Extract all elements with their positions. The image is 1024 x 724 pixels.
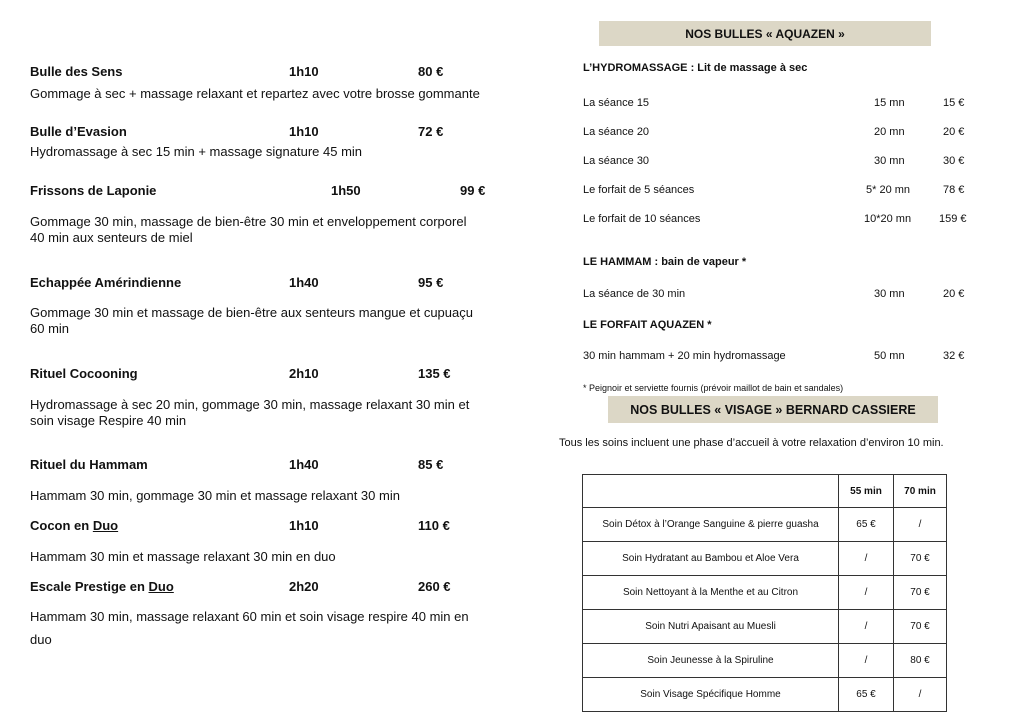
table-header-row bbox=[583, 475, 947, 508]
soin-name: Soin Nutri Apaisant au Muesli bbox=[583, 610, 839, 644]
hydromassage-heading: L’HYDROMASSAGE : Lit de massage à sec bbox=[583, 62, 808, 74]
price-55: / bbox=[839, 542, 894, 576]
item-name bbox=[30, 518, 118, 533]
table-row bbox=[583, 542, 947, 576]
item-name bbox=[30, 579, 174, 594]
soin-name: Soin Visage Spécifique Homme bbox=[583, 678, 839, 712]
item-description: Hydromassage à sec 15 min + massage signature 45 min bbox=[30, 144, 363, 159]
visage-intro: Tous les soins incluent une phase d’accueil à votre relaxation d’environ 10 min. bbox=[559, 437, 944, 449]
item-duration: 1h40 bbox=[289, 275, 319, 290]
hydro-row-label: Le forfait de 10 séances bbox=[583, 213, 701, 225]
item-name-duo: Duo bbox=[92, 518, 119, 533]
price-55: / bbox=[839, 576, 894, 610]
visage-price-table bbox=[582, 474, 947, 712]
table-row bbox=[583, 508, 947, 542]
hydro-row-label: La séance 30 bbox=[583, 155, 650, 167]
hydro-row-duration: 5* 20 mn bbox=[866, 184, 911, 196]
soin-name: Soin Hydratant au Bambou et Aloe Vera bbox=[583, 542, 839, 576]
item-duration: 2h10 bbox=[289, 366, 319, 381]
hydro-row-duration: 20 mn bbox=[874, 126, 905, 138]
table-row bbox=[583, 644, 947, 678]
hammam-row-price: 20 € bbox=[943, 288, 965, 300]
price-70: 70 € bbox=[894, 576, 947, 610]
soin-name: Soin Jeunesse à la Spiruline bbox=[583, 644, 839, 678]
item-price: 72 € bbox=[418, 124, 444, 139]
item-duration: 1h40 bbox=[289, 457, 319, 472]
item-description: Hammam 30 min et massage relaxant 30 min en duo bbox=[30, 549, 336, 564]
table-row bbox=[583, 576, 947, 610]
table-header-empty bbox=[583, 475, 839, 508]
item-duration: 1h10 bbox=[289, 518, 319, 533]
item-name: Bulle d’Evasion bbox=[30, 124, 127, 139]
item-description: Hydromassage à sec 20 min, gommage 30 min, massage relaxant 30 min et bbox=[30, 397, 470, 412]
item-price: 95 € bbox=[418, 275, 444, 290]
item-description: Gommage 30 min et massage de bien-être aux senteurs mangue et cupuaçu bbox=[30, 305, 473, 320]
item-price: 110 € bbox=[418, 518, 450, 533]
hydro-row-label: La séance 15 bbox=[583, 97, 650, 109]
item-name-prefix: Cocon en bbox=[30, 518, 93, 533]
item-duration: 1h10 bbox=[289, 124, 319, 139]
soin-name: Soin Détox à l’Orange Sanguine & pierre guasha bbox=[583, 508, 839, 542]
hydro-row-label: Le forfait de 5 séances bbox=[583, 184, 695, 196]
item-description: 60 min bbox=[30, 321, 70, 336]
aquazen-footnote: * Peignoir et serviette fournis (prévoir maillot de bain et sandales) bbox=[583, 383, 844, 393]
item-name: Rituel du Hammam bbox=[30, 457, 148, 472]
hydro-row-price: 159 € bbox=[939, 213, 967, 225]
price-70: 70 € bbox=[894, 610, 947, 644]
price-70: 70 € bbox=[894, 542, 947, 576]
item-description: Hammam 30 min, massage relaxant 60 min et soin visage respire 40 min en bbox=[30, 609, 469, 624]
hydro-row-price: 15 € bbox=[943, 97, 965, 109]
price-70: / bbox=[894, 678, 947, 712]
forfait-heading: LE FORFAIT AQUAZEN * bbox=[583, 319, 712, 331]
forfait-row-price: 32 € bbox=[943, 350, 965, 362]
item-description: 40 min aux senteurs de miel bbox=[30, 230, 193, 245]
item-name-duo: Duo bbox=[148, 579, 174, 594]
forfait-row-duration: 50 mn bbox=[874, 350, 905, 362]
item-description: Hammam 30 min, gommage 30 min et massage relaxant 30 min bbox=[30, 488, 400, 503]
price-70: 80 € bbox=[894, 644, 947, 678]
price-55: / bbox=[839, 644, 894, 678]
item-name: Rituel Cocooning bbox=[30, 366, 138, 381]
forfait-row-label: 30 min hammam + 20 min hydromassage bbox=[583, 350, 786, 362]
price-55: 65 € bbox=[839, 678, 894, 712]
hydro-row-duration: 30 mn bbox=[874, 155, 905, 167]
item-name-prefix: Escale Prestige en bbox=[30, 579, 149, 594]
item-description: Gommage à sec + massage relaxant et repartez avec votre brosse gommante bbox=[30, 86, 480, 101]
item-price: 80 € bbox=[418, 64, 444, 79]
item-name: Frissons de Laponie bbox=[30, 183, 157, 198]
price-55: 65 € bbox=[839, 508, 894, 542]
item-description: Gommage 30 min, massage de bien-être 30 min et enveloppement corporel bbox=[30, 214, 467, 229]
soin-name: Soin Nettoyant à la Menthe et au Citron bbox=[583, 576, 839, 610]
hydro-row-duration: 10*20 mn bbox=[864, 213, 912, 225]
hammam-heading: LE HAMMAM : bain de vapeur * bbox=[583, 256, 747, 268]
hammam-row-duration: 30 mn bbox=[874, 288, 905, 300]
item-description: soin visage Respire 40 min bbox=[30, 413, 187, 428]
visage-banner: NOS BULLES « VISAGE » BERNARD CASSIERE bbox=[608, 396, 938, 423]
table-header-70min: 70 min bbox=[894, 475, 947, 508]
table-row bbox=[583, 678, 947, 712]
aquazen-banner: NOS BULLES « AQUAZEN » bbox=[599, 21, 931, 46]
item-price: 135 € bbox=[418, 366, 451, 381]
hydro-row-label: La séance 20 bbox=[583, 126, 650, 138]
table-row bbox=[583, 610, 947, 644]
item-price: 85 € bbox=[418, 457, 444, 472]
table-header-55min: 55 min bbox=[839, 475, 894, 508]
item-price: 99 € bbox=[460, 183, 486, 198]
price-70: / bbox=[894, 508, 947, 542]
item-name: Echappée Amérindienne bbox=[30, 275, 182, 290]
price-55: / bbox=[839, 610, 894, 644]
hydro-row-price: 20 € bbox=[943, 126, 965, 138]
item-duration: 1h50 bbox=[331, 183, 361, 198]
hydro-row-price: 78 € bbox=[943, 184, 965, 196]
item-duration: 1h10 bbox=[289, 64, 319, 79]
item-duration: 2h20 bbox=[289, 579, 319, 594]
hydro-row-duration: 15 mn bbox=[874, 97, 905, 109]
item-price: 260 € bbox=[418, 579, 451, 594]
item-name: Bulle des Sens bbox=[30, 64, 123, 79]
item-description: duo bbox=[30, 632, 52, 647]
hammam-row-label: La séance de 30 min bbox=[583, 288, 686, 300]
hydro-row-price: 30 € bbox=[943, 155, 965, 167]
